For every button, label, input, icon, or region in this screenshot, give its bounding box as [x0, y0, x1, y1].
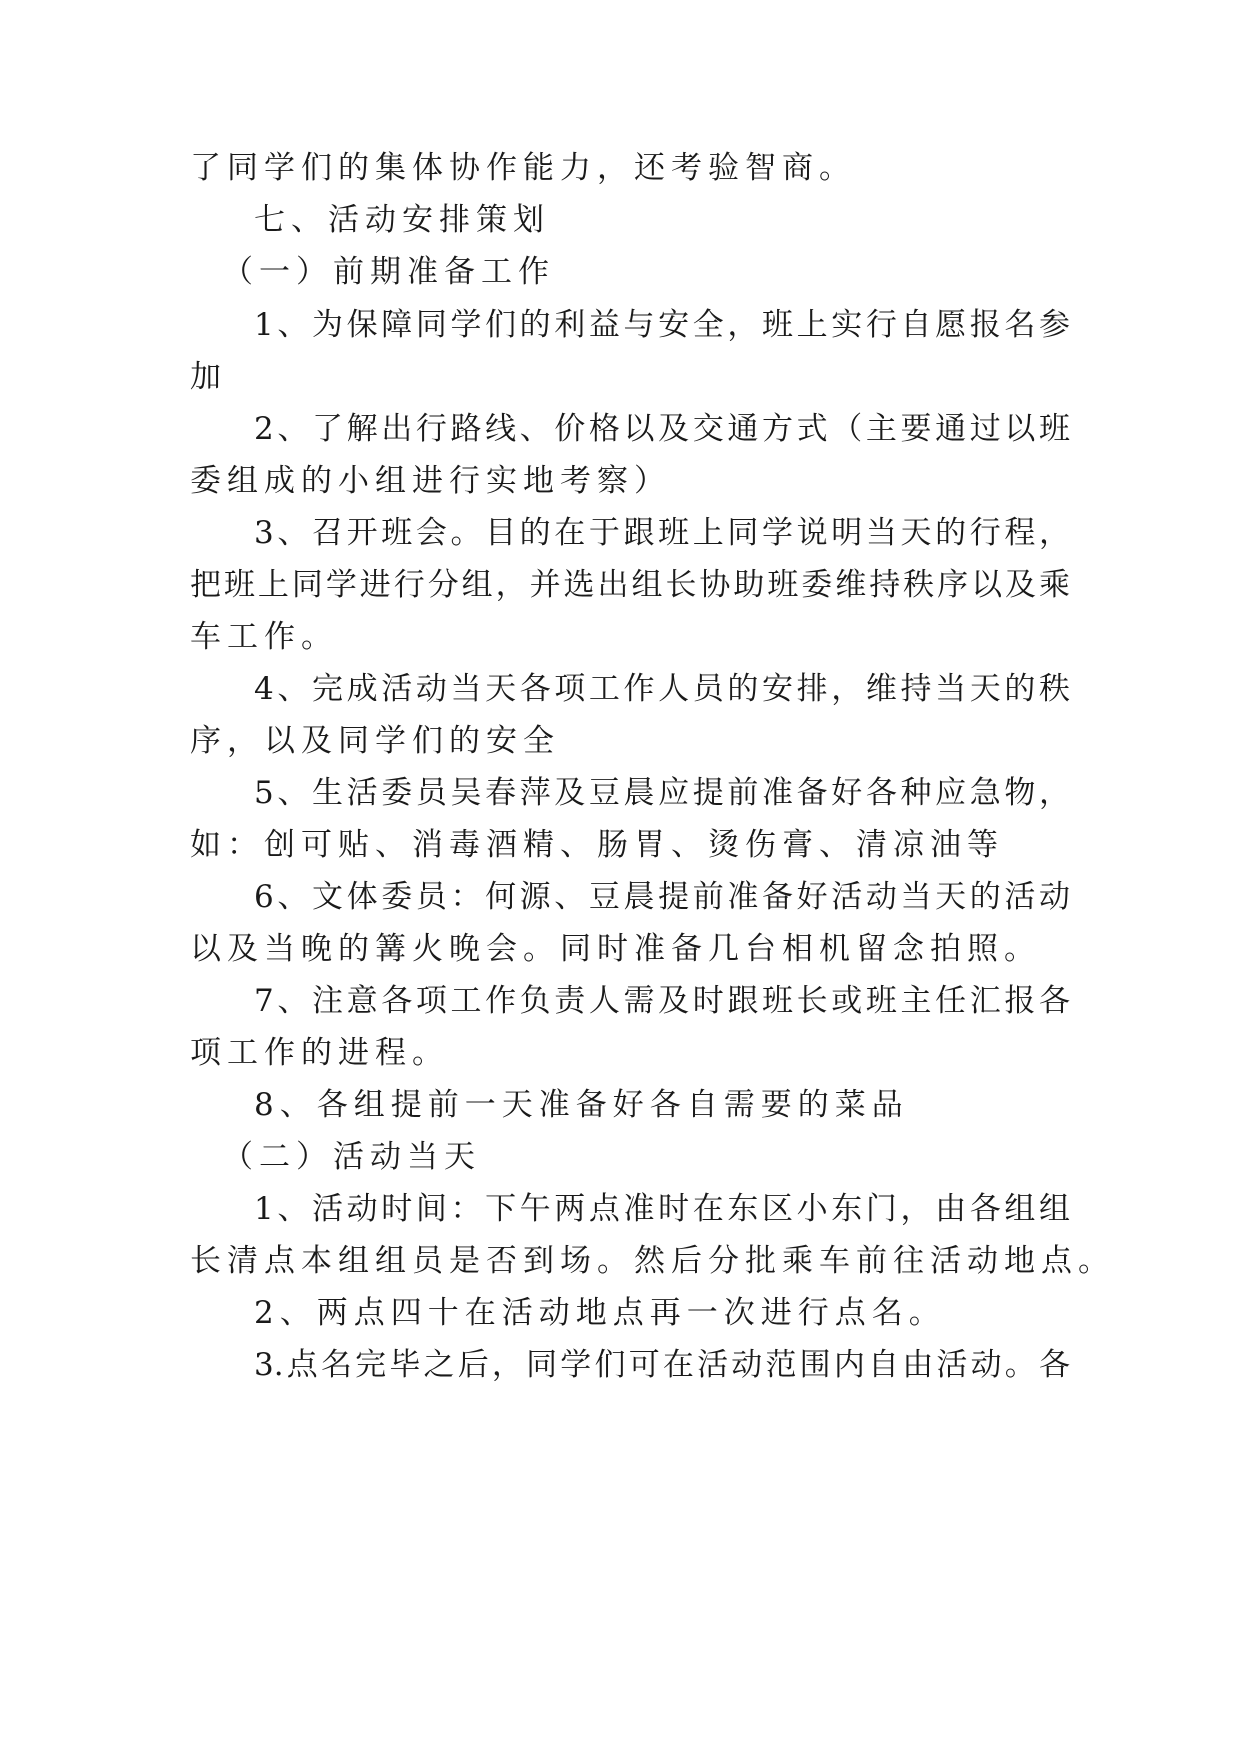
- text-line: 3.点名完毕之后，同学们可在活动范围内自由活动。各: [254, 1347, 1070, 1383]
- text-line: 序，以及同学们的安全: [190, 723, 560, 759]
- text-line: 1、为保障同学们的利益与安全，班上实行自愿报名参: [254, 307, 1070, 343]
- text-line: 8、各组提前一天准备好各自需要的菜品: [254, 1087, 909, 1123]
- text-line: 5、生活委员吴春萍及豆晨应提前准备好各种应急物，: [254, 775, 1070, 811]
- text-line: 6、文体委员：何源、豆晨提前准备好活动当天的活动: [254, 879, 1070, 915]
- text-line: 项工作的进程。: [190, 1035, 449, 1071]
- subsection-heading: （二）活动当天: [222, 1139, 481, 1175]
- subsection-heading: （一）前期准备工作: [222, 254, 555, 290]
- text-line: 以及当晚的篝火晚会。同时准备几台相机留念拍照。: [190, 931, 1041, 967]
- text-line: 如：创可贴、消毒酒精、肠胃、烫伤膏、清凉油等: [190, 827, 1004, 863]
- text-line: 1、活动时间：下午两点准时在东区小东门，由各组组: [254, 1191, 1070, 1227]
- text-line: 长清点本组组员是否到场。然后分批乘车前往活动地点。: [190, 1243, 1115, 1279]
- text-line: 委组成的小组进行实地考察）: [190, 463, 671, 499]
- text-line: 加: [190, 359, 227, 395]
- text-line: 了同学们的集体协作能力，还考验智商。: [190, 150, 856, 186]
- text-line: 7、注意各项工作负责人需及时跟班长或班主任汇报各: [254, 983, 1070, 1019]
- text-line: 4、完成活动当天各项工作人员的安排，维持当天的秩: [254, 671, 1070, 707]
- text-line: 2、了解出行路线、价格以及交通方式（主要通过以班: [254, 411, 1070, 447]
- section-heading: 七、活动安排策划: [254, 202, 550, 238]
- text-line: 3、召开班会。目的在于跟班上同学说明当天的行程，: [254, 515, 1070, 551]
- text-line: 车工作。: [190, 619, 338, 655]
- text-line: 把班上同学进行分组，并选出组长协助班委维持秩序以及乘: [190, 567, 1070, 603]
- text-line: 2、两点四十在活动地点再一次进行点名。: [254, 1295, 946, 1331]
